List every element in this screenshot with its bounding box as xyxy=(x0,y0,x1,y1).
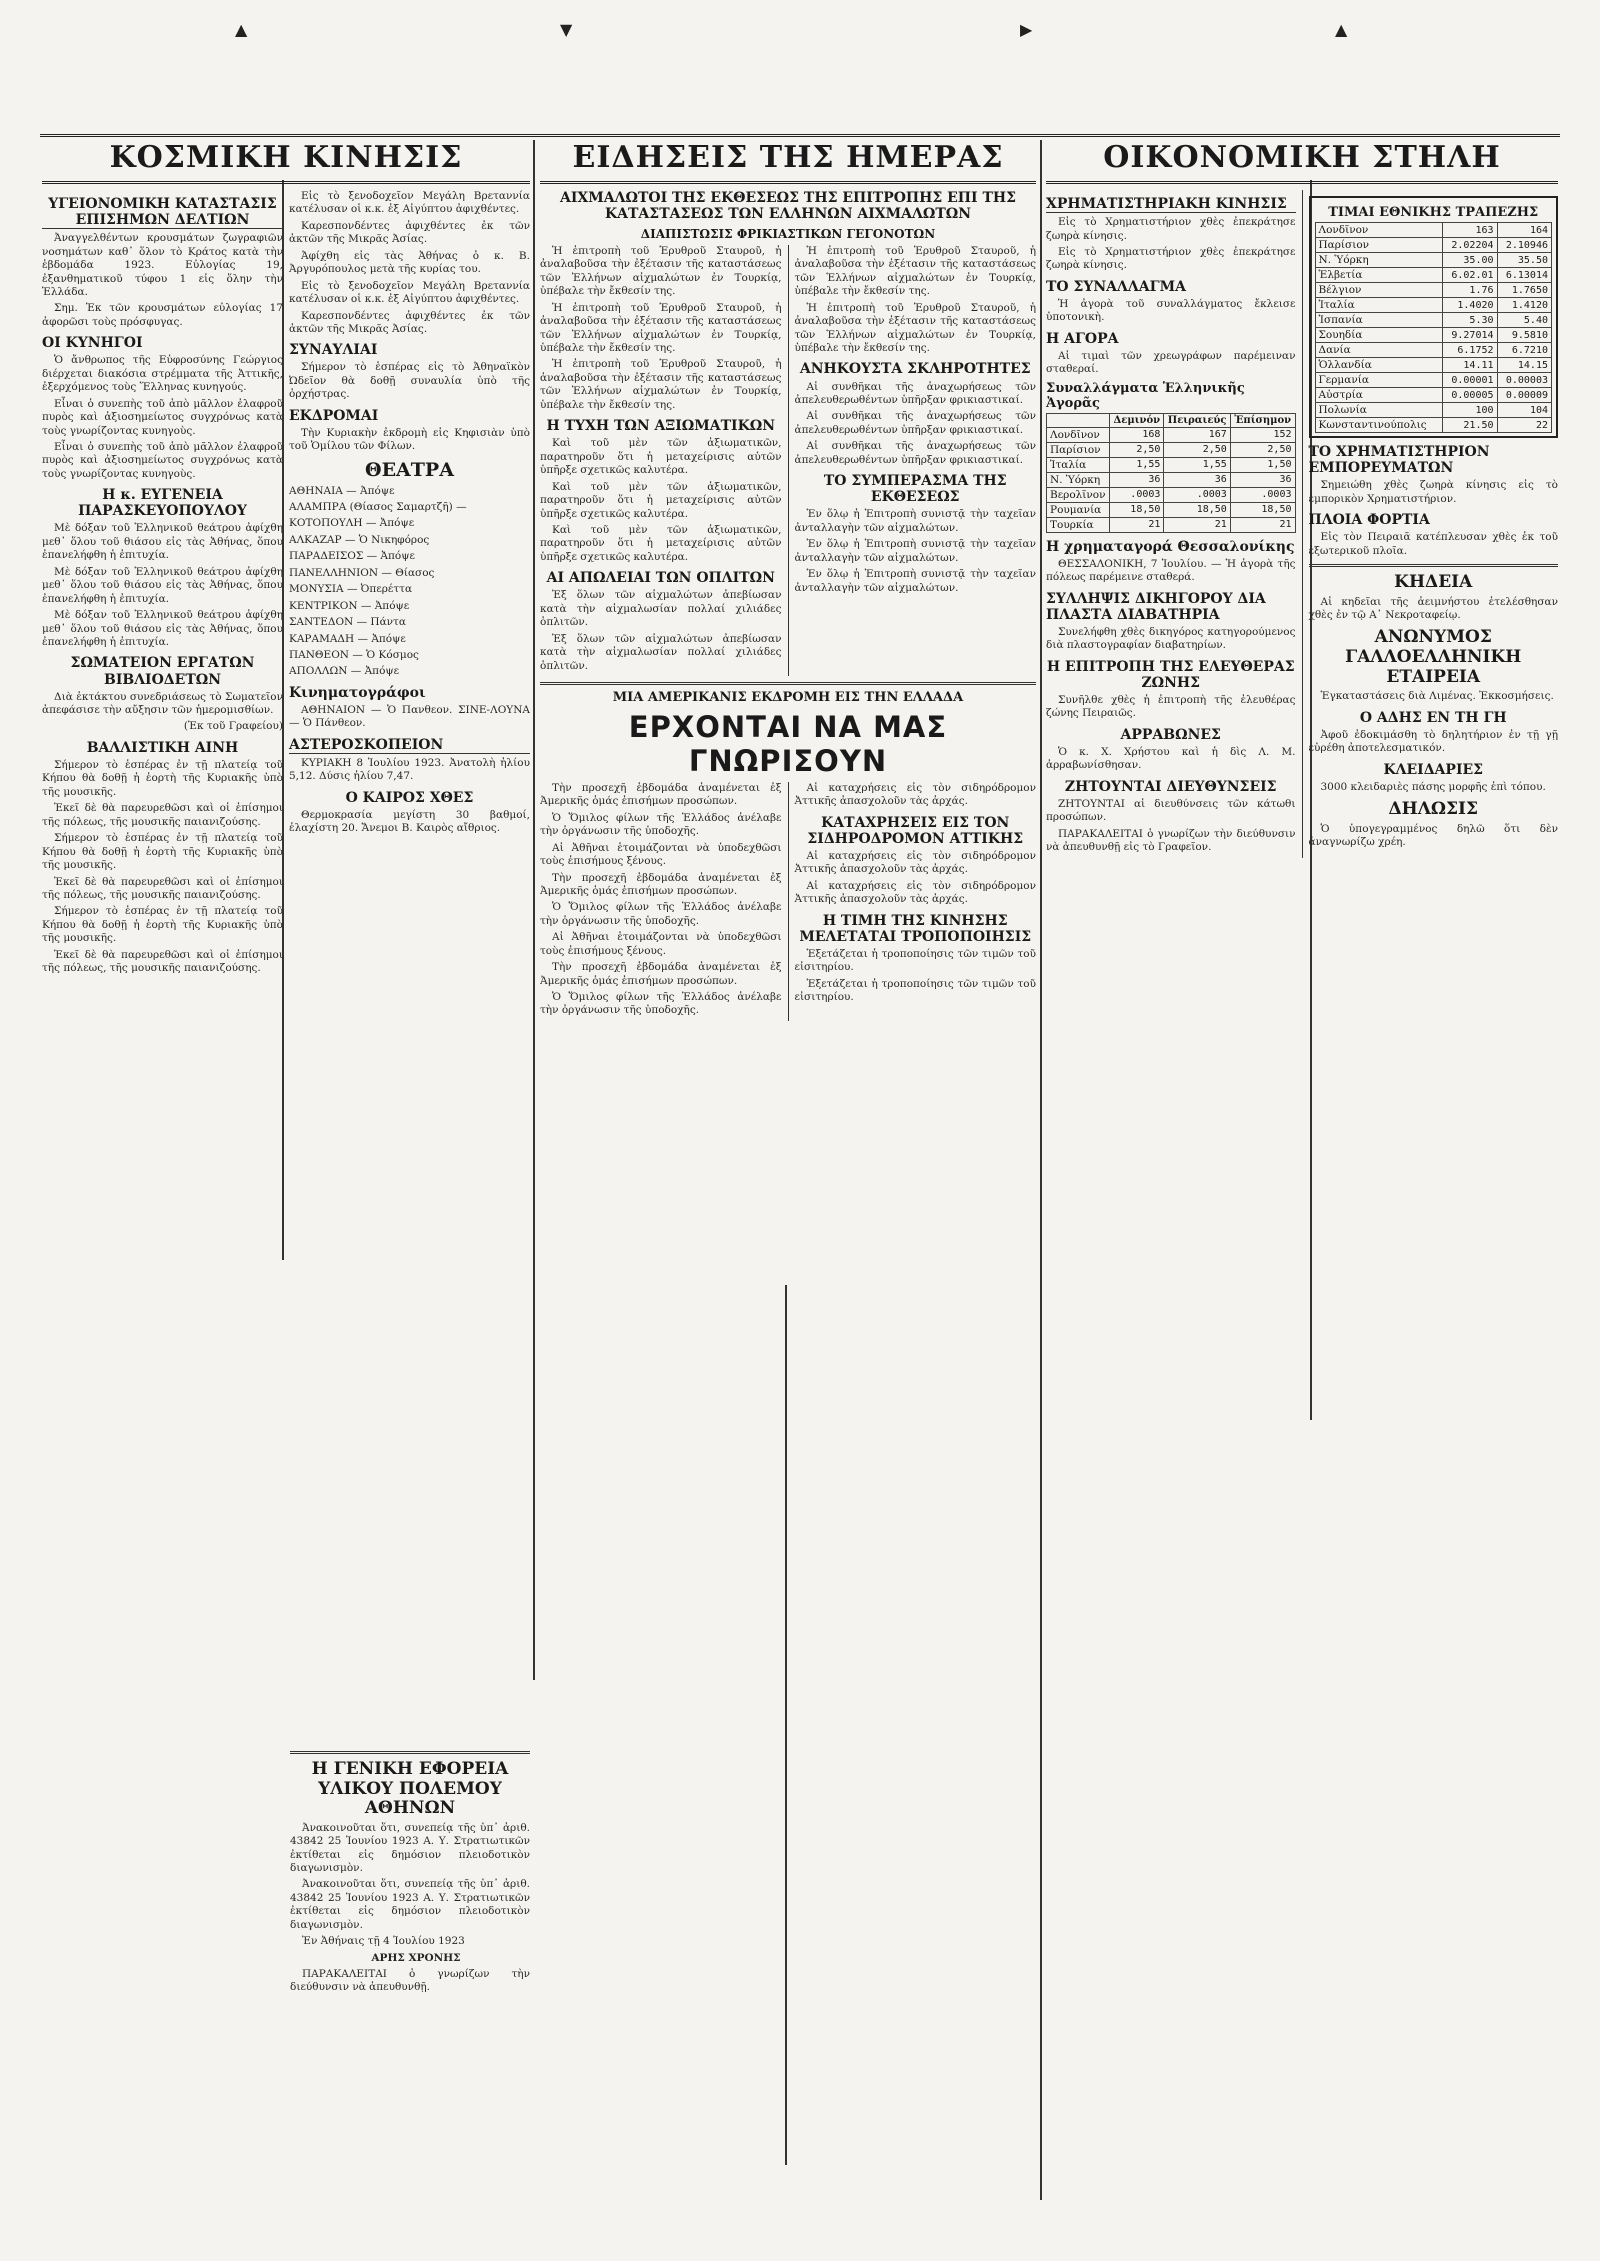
article-text: Σημειώθη χθὲς ζωηρὰ κίνησις εἰς τὸ ἐμπορικὸν Χρηματιστήριον. xyxy=(1308,479,1558,505)
article-text: Τὴν προσεχῆ ἑβδομάδα ἀναμένεται ἐξ Ἀμερικῆς ὁμάς ἐπισήμων προσώπων. xyxy=(540,961,782,987)
headline: ΣΥΝΑΥΛΙΑΙ xyxy=(289,342,378,359)
headline: ΑΙ ΑΠΩΛΕΙΑΙ ΤΩΝ ΟΠΛΙΤΩΝ xyxy=(546,570,775,587)
table-cell: Ἰσπανία xyxy=(1315,313,1443,328)
table-cell: 6.13014 xyxy=(1497,268,1551,283)
table-cell: 18,50 xyxy=(1164,502,1230,517)
table-cell: 14.15 xyxy=(1497,358,1551,373)
table-cell: 9.5810 xyxy=(1497,328,1551,343)
theatre-item: ΚΟΤΟΠΟΥΛΗ — Ἀπόψε xyxy=(289,517,415,530)
theatre-list xyxy=(289,485,530,679)
article-text: Ἡ ἐπιτροπὴ τοῦ Ἐρυθροῦ Σταυροῦ, ἡ ἀναλαβοῦσα τὴν ἐξέτασιν τῆς καταστάσεως τῶν Ἑλλήνων αἰχμαλώτων ἐν Τουρκίᾳ, ὑπέβαλε τὴν ἔκθεσίν της. xyxy=(540,358,782,411)
table-cell: Ὁλλανδία xyxy=(1315,358,1443,373)
article-text: Ἐν ὅλῳ ἡ Ἐπιτροπὴ συνιστᾷ τὴν ταχεῖαν ἀνταλλαγὴν τῶν αἰχμαλώτων. xyxy=(794,568,1036,594)
table-cell: 21 xyxy=(1230,517,1295,532)
notice-general-ephoreia xyxy=(290,1745,530,2145)
article-text: Ἐκεῖ δὲ θὰ παρευρεθῶσι καὶ οἱ ἐπίσημοι τῆς πόλεως, τῆς μουσικῆς παιανιζούσης. xyxy=(42,875,283,901)
headline: ΔΗΛΩΣΙΣ xyxy=(1388,799,1479,820)
table-row xyxy=(1315,268,1552,283)
article-text: Σήμερον τὸ ἑσπέρας ἐν τῇ πλατείᾳ τοῦ Κήπου θὰ δοθῇ ἡ ἑορτὴ τῆς Κυριακῆς ὑπὸ τῆς μουσικῆς. xyxy=(42,905,283,945)
table-cell: 2,50 xyxy=(1110,442,1164,457)
article-text: Εἰς τὸ Χρηματιστήριον χθὲς ἐπεκράτησε ζωηρὰ κίνησις. xyxy=(1046,245,1296,272)
article-text: Τὴν προσεχῆ ἑβδομάδα ἀναμένεται ἐξ Ἀμερικῆς ὁμάς ἐπισήμων προσώπων. xyxy=(540,871,782,897)
table-header: Δεμινόν xyxy=(1110,413,1164,427)
table-cell: 6.7210 xyxy=(1497,343,1551,358)
headline: Κινηματογράφοι xyxy=(289,684,426,701)
headline: ΑΝΗΚΟΥΣΤΑ ΣΚΛΗΡΟΤΗΤΕΣ xyxy=(799,361,1031,378)
table-row xyxy=(1047,457,1296,472)
article-text: Σήμερον τὸ ἑσπέρας ἐν τῇ πλατείᾳ τοῦ Κήπου θὰ δοθῇ ἡ ἑορτὴ τῆς Κυριακῆς ὑπὸ τῆς μουσικῆς. xyxy=(42,759,283,798)
article-text: ΚΥΡΙΑΚΗ 8 Ἰουλίου 1923. Ἀνατολὴ ἡλίου 5,12. Δύσις ἡλίου 7,47. xyxy=(289,756,530,783)
article-text: Ὁ Ὅμιλος φίλων τῆς Ἑλλάδος ἀνέλαβε τὴν ὀργάνωσιν τῆς ὑποδοχῆς. xyxy=(540,901,782,927)
table-cell: 1.4120 xyxy=(1497,298,1551,313)
article-text: Τὴν Κυριακὴν ἐκδρομὴ εἰς Κηφισιὰν ὑπὸ τοῦ Ὁμίλου τῶν Φίλων. xyxy=(289,426,530,453)
table-cell: 5.30 xyxy=(1443,313,1497,328)
headline-large: ΕΡΧΟΝΤΑΙ ΝΑ ΜΑΣ ΓΝΩΡΙΣΟΥΝ xyxy=(628,709,948,778)
headline: ΚΛΕΙΔΑΡΙΕΣ xyxy=(1383,761,1484,778)
section-title: ΕΙΔΗΣΕΙΣ ΤΗΣ ΗΜΕΡΑΣ xyxy=(540,138,1036,184)
table-title: Συναλλάγματα Ἑλληνικῆς Ἀγορᾶς xyxy=(1046,380,1245,411)
section-oikonomiki xyxy=(1046,138,1558,2228)
table-cell: 2,50 xyxy=(1230,442,1295,457)
article-text: Αἱ συνθῆκαι τῆς ἀναχωρήσεως τῶν ἀπελευθερωθέντων ὑπῆρξαν φρικιαστικαί. xyxy=(794,380,1036,407)
table-cell: 152 xyxy=(1230,427,1295,442)
theatre-item: ΑΘΗΝΑΙΑ — Ἀπόψε xyxy=(289,484,395,497)
table-cell: 18,50 xyxy=(1110,502,1164,517)
table-cell: .0003 xyxy=(1110,487,1164,502)
section-kosmiki xyxy=(42,138,530,1228)
headline: ΧΡΗΜΑΤΙΣΤΗΡΙΑΚΗ ΚΙΝΗΣΙΣ xyxy=(1046,196,1296,213)
table-row xyxy=(1315,283,1552,298)
headline: Η χρηματαγορά Θεσσαλονίκης xyxy=(1046,538,1295,555)
article-text: Αἱ συνθῆκαι τῆς ἀναχωρήσεως τῶν ἀπελευθερωθέντων ὑπῆρξαν φρικιαστικαί. xyxy=(794,440,1036,466)
article-text: Εἰς τὸν Πειραιᾶ κατέπλευσαν χθὲς ἐκ τοῦ ἐξωτερικοῦ πλοῖα. xyxy=(1308,531,1558,557)
table-row xyxy=(1315,298,1552,313)
table-cell: Ἰταλία xyxy=(1047,457,1110,472)
table-header: Ἐπίσημον xyxy=(1230,413,1295,427)
table-cell: 2.10946 xyxy=(1497,238,1551,253)
article-text: ΠΑΡΑΚΑΛΕΙΤΑΙ ὁ γνωρίζων τὴν διεύθυνσιν νὰ ἀπευθυνθῇ. xyxy=(290,1968,530,1994)
headline: ΟΙ ΚΥΝΗΓΟΙ xyxy=(42,335,143,352)
table-cell: 36 xyxy=(1110,472,1164,487)
headline: ΘΕΑΤΡΑ xyxy=(365,458,454,481)
table-cell: 22 xyxy=(1497,418,1551,433)
article-text: Καὶ τοῦ μὲν τῶν ἀξιωματικῶν, παρατηροῦν ὅτι ἡ μεταχείρισις αὐτῶν ὑπῆρξε σχετικῶς καλυτέρα. xyxy=(540,523,782,563)
article-text: Ἐν ὅλῳ ἡ Ἐπιτροπὴ συνιστᾷ τὴν ταχεῖαν ἀνταλλαγὴν τῶν αἰχμαλώτων. xyxy=(794,538,1036,564)
headline: ΣΥΛΛΗΨΙΣ ΔΙΚΗΓΟΡΟΥ ΔΙΑ ΠΛΑΣΤΑ ΔΙΑΒΑΤΗΡΙΑ xyxy=(1046,590,1266,623)
section-title: ΟΙΚΟΝΟΜΙΚΗ ΣΤΗΛΗ xyxy=(1046,138,1558,184)
article-text: Ἐκεῖ δὲ θὰ παρευρεθῶσι καὶ οἱ ἐπίσημοι τῆς πόλεως, τῆς μουσικῆς παιανιζούσης. xyxy=(42,948,283,975)
table-cell: 0.00003 xyxy=(1497,373,1551,388)
table-cell: 6.02.01 xyxy=(1443,268,1497,283)
headline: ΑΡΡΑΒΩΝΕΣ xyxy=(1120,726,1221,743)
article-text: Αἱ Ἀθῆναι ἑτοιμάζονται νὰ ὑποδεχθῶσι τοὺς ἐπισήμους ξένους. xyxy=(540,841,782,868)
table-cell: 35.50 xyxy=(1497,253,1551,268)
article-text: Ἀνακοινοῦται ὅτι, συνεπείᾳ τῆς ὑπ᾽ ἀριθ. 43842 25 Ἰουνίου 1923 Α. Υ. Στρατιωτικῶν ἐκτίθεται εἰς δημόσιον πλειοδοτικὸν διαγωνισμὸν. xyxy=(290,1821,530,1874)
table-cell: 1,55 xyxy=(1164,457,1230,472)
table-cell: 2.02204 xyxy=(1443,238,1497,253)
table-row xyxy=(1047,502,1296,517)
rates-table xyxy=(1315,222,1553,433)
article-text: Ἡ ἐπιτροπὴ τοῦ Ἐρυθροῦ Σταυροῦ, ἡ ἀναλαβοῦσα τὴν ἐξέτασιν τῆς καταστάσεως τῶν Ἑλλήνων αἰχμαλώτων ἐν Τουρκίᾳ, ὑπέβαλε τὴν ἔκθεσίν της. xyxy=(540,244,782,298)
article-text: 3000 κλειδαριὲς πάσης μορφῆς ἐπὶ τόπου. xyxy=(1320,780,1546,793)
article-text: ΑΘΗΝΑΙΟΝ — Ὁ Πανθεον. ΣΙΝΕ-ΛΟΥΝΑ — Ὁ Πάνθεον. xyxy=(289,703,530,730)
theatre-item: ΜΟΝΥΣΙΑ — Ὀπερέττα xyxy=(289,583,413,596)
theatre-item: ΠΑΡΑΔΕΙΣΟΣ — Ἀπόψε xyxy=(289,550,415,563)
article-text: Μὲ δόξαν τοῦ Ἑλληνικοῦ θεάτρου ἀφίχθη μεθ᾽ ὅλου τοῦ θιάσου εἰς τὰς Ἀθήνας, ὅπου ἐπανελήφθη ἡ ἐπιτυχία. xyxy=(42,522,283,562)
headline: ΚΗΔΕΙΑ xyxy=(1394,572,1473,593)
table-row xyxy=(1047,472,1296,487)
table-cell: Ν. Ὑόρκη xyxy=(1047,472,1110,487)
article-text: Ἐξετάζεται ἡ τροποποίησις τῶν τιμῶν τοῦ εἰσιτηρίου. xyxy=(794,947,1036,974)
article-text: Αἱ καταχρήσεις εἰς τὸν σιδηρόδρομον Ἀττικῆς ἀπασχολοῦν τὰς ἀρχάς. xyxy=(794,849,1036,876)
table-cell: Βερολῖνον xyxy=(1047,487,1110,502)
article-text: Τὴν προσεχῆ ἑβδομάδα ἀναμένεται ἐξ Ἀμερικῆς ὁμάς ἐπισήμων προσώπων. xyxy=(540,781,782,808)
headline: ΑΙΧΜΑΛΩΤΟΙ ΤΗΣ ΕΚΘΕΣΕΩΣ ΤΗΣ ΕΠΙΤΡΟΠΗΣ ΕΠΙ ΤΗΣ ΚΑΤΑΣΤΑΣΕΩΣ ΤΩΝ ΕΛΛΗΝΩΝ ΑΙΧΜΑΛΩΤΩΝ xyxy=(560,190,1016,223)
table-row xyxy=(1315,253,1552,268)
headline: Η ΤΙΜΗ ΤΗΣ ΚΙΝΗΣΗΣ ΜΕΛΕΤΑΤΑΙ ΤΡΟΠΟΠΟΙΗΣΙΣ xyxy=(799,912,1032,945)
article-text: Ἐν Ἀθήναις τῇ 4 Ἰουλίου 1923 xyxy=(302,1935,465,1948)
table-cell: 0.00001 xyxy=(1443,373,1497,388)
article-text: Ἡ ἐπιτροπὴ τοῦ Ἐρυθροῦ Σταυροῦ, ἡ ἀναλαβοῦσα τὴν ἐξέτασιν τῆς καταστάσεως τῶν Ἑλλήνων αἰχμαλώτων ἐν Τουρκίᾳ, ὑπέβαλε τὴν ἔκθεσίν της. xyxy=(794,301,1036,355)
article-text: Ἀφοῦ ἐδοκιμάσθη τὸ δηλητήριον ἐν τῇ γῇ εὑρέθη ἀποτελεσματικόν. xyxy=(1308,728,1558,755)
headline: Η ΕΠΙΤΡΟΠΗ ΤΗΣ ΕΛΕΥΘΕΡΑΣ ΖΩΝΗΣ xyxy=(1046,658,1295,691)
headline: Η κ. ΕΥΓΕΝΕΙΑ ΠΑΡΑΣΚΕΥΟΠΟΥΛΟΥ xyxy=(78,487,247,520)
headline: ΣΩΜΑΤΕΙΟΝ ΕΡΓΑΤΩΝ ΒΙΒΛΙΟΔΕΤΩΝ xyxy=(70,655,255,688)
article-text: Καὶ τοῦ μὲν τῶν ἀξιωματικῶν, παρατηροῦν ὅτι ἡ μεταχείρισις αὐτῶν ὑπῆρξε σχετικῶς καλυτέρα. xyxy=(540,480,782,520)
table-row xyxy=(1315,223,1552,238)
headline: ΔΙΑΠΙΣΤΩΣΙΣ ΦΡΙΚΙΑΣΤΙΚΩΝ ΓΕΓΟΝΟΤΩΝ xyxy=(640,227,936,242)
table-cell: Δανία xyxy=(1315,343,1443,358)
table-cell: 36 xyxy=(1164,472,1230,487)
table-cell: 0.00005 xyxy=(1443,388,1497,403)
headline: ΑΝΩΝΥΜΟΣ ΓΑΛΛΟΕΛΛΗΝΙΚΗ ΕΤΑΙΡΕΙΑ xyxy=(1345,627,1522,687)
theatre-item: ΣΑΝΤΕΔΟΝ — Πάντα xyxy=(289,616,406,629)
table-cell: 1.76 xyxy=(1443,283,1497,298)
theatre-item: ΚΑΡΑΜΑΔΗ — Ἀπόψε xyxy=(289,632,406,645)
article-text: Σήμερον τὸ ἑσπέρας ἐν τῇ πλατείᾳ τοῦ Κήπου θὰ δοθῇ ἡ ἑορτὴ τῆς Κυριακῆς ὑπὸ τῆς μουσικῆς. xyxy=(42,832,283,872)
table-cell: Βέλγιον xyxy=(1315,283,1443,298)
col2 xyxy=(289,190,530,979)
table-cell: Κωνσταντινούπολις xyxy=(1315,418,1443,433)
article-text: Αἱ κηδεῖαι τῆς ἀειμνήστου ἐτελέσθησαν χθὲς ἐν τῷ Α᾽ Νεκροταφείῳ. xyxy=(1308,595,1558,622)
table-cell: Αὐστρία xyxy=(1315,388,1443,403)
table-cell: 6.1752 xyxy=(1443,343,1497,358)
table-cell: 21 xyxy=(1164,517,1230,532)
headline: ΠΛΟΙΑ ΦΟΡΤΙΑ xyxy=(1308,512,1430,529)
article-text: Εἰς τὸ ξενοδοχεῖον Μεγάλη Βρεταννία κατέλυσαν οἱ κ.κ. ἐξ Αἰγύπτου ἀφιχθέντες. xyxy=(289,279,530,306)
table-cell: .0003 xyxy=(1230,487,1295,502)
article-text: Συνῆλθε χθὲς ἡ ἐπιτροπὴ τῆς ἐλευθέρας ζώνης Πειραιῶς. xyxy=(1046,694,1296,720)
theatre-item: ΑΠΟΛΛΩΝ — Ἀπόψε xyxy=(289,665,400,678)
article-text: (Ἐκ τοῦ Γραφείου) xyxy=(183,720,283,733)
article-text: Εἰς τὸ ξενοδοχεῖον Μεγάλη Βρεταννία κατέλυσαν οἱ κ.κ. ἐξ Αἰγύπτου ἀφιχθέντες. xyxy=(289,190,530,216)
article-text: Καρεσπονδέντες ἀφιχθέντες ἐκ τῶν ἀκτῶν τῆς Μικρᾶς Ἀσίας. xyxy=(289,219,530,246)
headline: Ο ΚΑΙΡΟΣ ΧΘΕΣ xyxy=(345,789,474,806)
article-text: ΖΗΤΟΥΝΤΑΙ αἱ διευθύνσεις τῶν κάτωθι προσώπων. xyxy=(1046,797,1296,824)
table-cell: Σουηδία xyxy=(1315,328,1443,343)
article-text: Σημ. Ἐκ τῶν κρουσμάτων εὐλογίας 17 ἀφορῶσι τοὺς πρόσφυγας. xyxy=(42,302,283,328)
article-text: Αἱ Ἀθῆναι ἑτοιμάζονται νὰ ὑποδεχθῶσι τοὺς ἐπισήμους ξένους. xyxy=(540,931,782,957)
table-row xyxy=(1315,403,1552,418)
registration-mark: ▲ xyxy=(1335,20,1348,39)
rates-box xyxy=(1309,196,1559,438)
table-cell: 1.7650 xyxy=(1497,283,1551,298)
table-row xyxy=(1315,343,1552,358)
table-cell: 1.4020 xyxy=(1443,298,1497,313)
headline: ΒΑΛΛΙΣΤΙΚΗ ΑΙΝΗ xyxy=(86,739,239,756)
article-text: Ἐξ ὅλων τῶν αἰχμαλώτων ἀπεβίωσαν κατὰ τὴν αἰχμαλωσίαν πολλαί χιλιάδες ὁπλιτῶν. xyxy=(540,589,782,629)
table-cell: 21 xyxy=(1110,517,1164,532)
article-text: Ἀναγγελθέντων κρουσμάτων ζωγραφιῶν νοσημάτων καθ᾽ ὅλον τὸ Κράτος κατὰ τὴν ἑβδομάδα 1923. Εὐλογίας 19, ἐξανθηματικοῦ τύφου 1 εἰς ὅλην τὴν Ἑλλάδα. xyxy=(42,232,283,298)
table-row xyxy=(1047,427,1296,442)
headline: ΤΟ ΣΥΝΑΛΛΑΓΜΑ xyxy=(1046,278,1186,295)
table-row xyxy=(1047,442,1296,457)
table-cell: 1,50 xyxy=(1230,457,1295,472)
article-text: Αἱ καταχρήσεις εἰς τὸν σιδηρόδρομον Ἀττικῆς ἀπασχολοῦν τὰς ἀρχάς. xyxy=(794,781,1036,808)
table-row xyxy=(1315,388,1552,403)
article-text: Ἐγκαταστάσεις διὰ Λιμένας. Ἐκκοσμήσεις. xyxy=(1320,690,1554,703)
article-text: Θερμοκρασία μεγίστη 30 βαθμοί, ἐλαχίστη 20. Ἄνεμοι Β. Καιρὸς αἴθριος. xyxy=(289,808,530,835)
table-cell: Ἑλβετία xyxy=(1315,268,1443,283)
table-cell: Πολωνία xyxy=(1315,403,1443,418)
headline: ΚΑΤΑΧΡΗΣΕΙΣ ΕΙΣ ΤΟΝ ΣΙΔΗΡΟΔΡΟΜΟΝ ΑΤΤΙΚΗΣ xyxy=(807,814,1024,847)
theatre-item: ΚΕΝΤΡΙΚΟΝ — Ἀπόψε xyxy=(289,599,410,612)
table-cell: Τουρκία xyxy=(1047,517,1110,532)
registration-mark: ▼ xyxy=(560,20,573,39)
article-text: Μὲ δόξαν τοῦ Ἑλληνικοῦ θεάτρου ἀφίχθη μεθ᾽ ὅλου τοῦ θιάσου εἰς τὰς Ἀθήνας, ὅπου ἐπανελήφθη ἡ ἐπιτυχία. xyxy=(42,565,283,605)
article-text: Ὁ Ὅμιλος φίλων τῆς Ἑλλάδος ἀνέλαβε τὴν ὀργάνωσιν τῆς ὑποδοχῆς. xyxy=(540,991,782,1017)
signature: ΑΡΗΣ ΧΡΟΝΗΣ xyxy=(371,1951,461,1964)
theatre-item: ΠΑΝΘΕΟΝ — Ὁ Κόσμος xyxy=(289,648,419,661)
article-text: Εἶναι ὁ συνεπὴς τοῦ ἁπὸ μᾶλλον ἐλαφροῦ πυρὸς καὶ ἀξιοσημείωτος συγχρόνως κατὰ τοὺς γνωρίζοντας κυνηγοὺς. xyxy=(42,440,283,480)
registration-mark: ▲ xyxy=(235,20,248,39)
table-cell: Ρουμανία xyxy=(1047,502,1110,517)
article-text: Αἱ συνθῆκαι τῆς ἀναχωρήσεως τῶν ἀπελευθερωθέντων ὑπῆρξαν φρικιαστικαί. xyxy=(794,410,1036,436)
section-title: ΚΟΣΜΙΚΗ ΚΙΝΗΣΙΣ xyxy=(42,138,530,184)
article-text: Ἀφίχθη εἰς τὰς Ἀθήνας ὁ κ. Β. Ἀργυρόπουλος μετὰ τῆς κυρίας του. xyxy=(289,249,530,276)
article-text: Ὁ ἄνθρωπος τῆς Εὐφροσύνης Γεώργιος διέρχεται διακόσια στρέμματα τῆς Ἀττικῆς, ἐξερχόμενος τοὺς Ἕλληνας κυνηγούς. xyxy=(42,354,283,394)
masthead-strip xyxy=(40,108,1560,137)
headline: ΥΓΕΙΟΝΟΜΙΚΗ ΚΑΤΑΣΤΑΣΙΣ ΕΠΙΣΗΜΩΝ ΔΕΛΤΙΩΝ xyxy=(42,196,283,229)
article-text: Εἰς τὸ Χρηματιστήριον χθὲς ἐπεκράτησε ζωηρὰ κίνησις. xyxy=(1046,216,1296,242)
table-cell: 168 xyxy=(1110,427,1164,442)
table-row xyxy=(1315,328,1552,343)
theatre-item: ΑΛΑΜΠΡΑ (Θίασος Σαμαρτζῆ) — xyxy=(289,501,467,514)
table-row xyxy=(1315,358,1552,373)
headline: ΜΙΑ ΑΜΕΡΙΚΑΝΙΣ ΕΚΔΡΟΜΗ ΕΙΣ ΤΗΝ ΕΛΛΑΔΑ xyxy=(612,689,964,705)
theatre-item: ΠΑΝΕΛΛΗΝΙΟΝ — Θίασος xyxy=(289,566,435,579)
table-row xyxy=(1315,418,1552,433)
table-cell: 35.00 xyxy=(1443,253,1497,268)
table-cell: 0.00009 xyxy=(1497,388,1551,403)
table-header: Πειραιεύς xyxy=(1164,413,1230,427)
headline: Η ΓΕΝΙΚΗ ΕΦΟΡΕΙΑ ΥΛΙΚΟΥ ΠΟΛΕΜΟΥ ΑΘΗΝΩΝ xyxy=(311,1759,509,1819)
table-cell: Λονδῖνον xyxy=(1315,223,1443,238)
theatre-item: ΑΛΚΑΖΑΡ — Ὁ Νικηφόρος xyxy=(289,533,430,546)
headline: Ο ΑΔΗΣ ΕΝ ΤΗ ΓΗ xyxy=(1359,709,1507,726)
table-title: ΤΙΜΑΙ ΕΘΝΙΚΗΣ ΤΡΑΠΕΖΗΣ xyxy=(1328,205,1539,220)
registration-mark: ▶ xyxy=(1020,20,1033,39)
article-text: ΘΕΣΣΑΛΟΝΙΚΗ, 7 Ἰουλίου. — Ἡ ἀγορὰ τῆς πόλεως παρέμεινε σταθερά. xyxy=(1046,557,1296,584)
article-text: Ἀνακοινοῦται ὅτι, συνεπείᾳ τῆς ὑπ᾽ ἀριθ. 43842 25 Ἰουνίου 1923 Α. Υ. Στρατιωτικῶν ἐκτίθεται εἰς δημόσιον πλειοδοτικὸν διαγωνισμὸν. xyxy=(290,1878,530,1931)
table-cell: Ἰταλία xyxy=(1315,298,1443,313)
table-cell: 163 xyxy=(1443,223,1497,238)
article-text: Ἐν ὅλῳ ἡ Ἐπιτροπὴ συνιστᾷ τὴν ταχεῖαν ἀνταλλαγὴν τῶν αἰχμαλώτων. xyxy=(794,508,1036,534)
table-row xyxy=(1315,373,1552,388)
article-text: Ἡ ἀγορὰ τοῦ συναλλάγματος ἔκλεισε ὑποτονικὴ. xyxy=(1046,297,1296,324)
table-cell: 100 xyxy=(1443,403,1497,418)
table-cell: Γερμανία xyxy=(1315,373,1443,388)
table-cell: 36 xyxy=(1230,472,1295,487)
table-cell: Παρίσιον xyxy=(1047,442,1110,457)
table-cell: 21.50 xyxy=(1443,418,1497,433)
headline: ΕΚΔΡΟΜΑΙ xyxy=(289,407,379,424)
headline: ΤΟ ΧΡΗΜΑΤΙΣΤΗΡΙΟΝ ΕΜΠΟΡΕΥΜΑΤΩΝ xyxy=(1308,444,1490,477)
section-eidiseis xyxy=(540,138,1036,2228)
col1 xyxy=(42,190,283,979)
table-row xyxy=(1315,313,1552,328)
table-cell: 9.27014 xyxy=(1443,328,1497,343)
headline: Η ΤΥΧΗ ΤΩΝ ΑΞΙΩΜΑΤΙΚΩΝ xyxy=(546,418,775,435)
table-cell: 164 xyxy=(1497,223,1551,238)
table-cell: Παρίσιον xyxy=(1315,238,1443,253)
table-row xyxy=(1047,487,1296,502)
table-cell: .0003 xyxy=(1164,487,1230,502)
table-cell: 1,55 xyxy=(1110,457,1164,472)
article-text: Ἐξ ὅλων τῶν αἰχμαλώτων ἀπεβίωσαν κατὰ τὴν αἰχμαλωσίαν πολλαί χιλιάδες ὁπλιτῶν. xyxy=(540,632,782,672)
article-text: Καρεσπονδέντες ἀφιχθέντες ἐκ τῶν ἀκτῶν τῆς Μικρᾶς Ἀσίας. xyxy=(289,309,530,335)
article-text: Διὰ ἐκτάκτου συνεδριάσεως τὸ Σωματεῖον ἀπεφάσισε τὴν αὔξησιν τῶν ἡμερομισθίων. xyxy=(42,690,283,717)
table-cell: 18,50 xyxy=(1230,502,1295,517)
article-text: Σήμερον τὸ ἑσπέρας εἰς τὸ Ἀθηναϊκὸν Ὠδεῖον θὰ δοθῇ συναυλία ὑπὸ τῆς ὀρχήστρας. xyxy=(289,361,530,401)
article-text: Ἐκεῖ δὲ θὰ παρευρεθῶσι καὶ οἱ ἐπίσημοι τῆς πόλεως, τῆς μουσικῆς παιανιζούσης. xyxy=(42,802,283,828)
article-text: Ὁ Ὅμιλος φίλων τῆς Ἑλλάδος ἀνέλαβε τὴν ὀργάνωσιν τῆς ὑποδοχῆς. xyxy=(540,811,782,838)
article-text: Ἡ ἐπιτροπὴ τοῦ Ἐρυθροῦ Σταυροῦ, ἡ ἀναλαβοῦσα τὴν ἐξέτασιν τῆς καταστάσεως τῶν Ἑλλήνων αἰχμαλώτων ἐν Τουρκίᾳ, ὑπέβαλε τὴν ἔκθεσίν της. xyxy=(794,244,1036,298)
table-cell: 2,50 xyxy=(1164,442,1230,457)
headline: ΖΗΤΟΥΝΤΑΙ ΔΙΕΥΘΥΝΣΕΙΣ xyxy=(1064,778,1277,795)
article-text: Αἱ καταχρήσεις εἰς τὸν σιδηρόδρομον Ἀττικῆς ἀπασχολοῦν τὰς ἀρχάς. xyxy=(794,879,1036,906)
table-cell: 167 xyxy=(1164,427,1230,442)
article-text: Εἶναι ὁ συνεπὴς τοῦ ἁπὸ μᾶλλον ἐλαφροῦ πυρὸς καὶ ἀξιοσημείωτος συγχρόνως κατὰ τοὺς γνωρίζοντας κυνηγοὺς. xyxy=(42,397,283,437)
table-cell: 104 xyxy=(1497,403,1551,418)
article-text: Ὁ κ. Χ. Χρήστου καὶ ἡ δὶς Λ. Μ. ἀρραβωνίσθησαν. xyxy=(1046,745,1296,772)
headline: ΑΣΤΕΡΟΣΚΟΠΕΙΟΝ xyxy=(289,737,530,754)
table-cell: 5.40 xyxy=(1497,313,1551,328)
table-row xyxy=(1315,238,1552,253)
table-row xyxy=(1047,517,1296,532)
table-header xyxy=(1047,413,1110,427)
article-text: Μὲ δόξαν τοῦ Ἑλληνικοῦ θεάτρου ἀφίχθη μεθ᾽ ὅλου τοῦ θιάσου εἰς τὰς Ἀθήνας, ὅπου ἐπανελήφθη ἡ ἐπιτυχία. xyxy=(42,609,283,648)
exchange-table xyxy=(1046,413,1296,533)
article-text: Ἐξετάζεται ἡ τροποποίησις τῶν τιμῶν τοῦ εἰσιτηρίου. xyxy=(794,977,1036,1004)
article-text: Ἡ ἐπιτροπὴ τοῦ Ἐρυθροῦ Σταυροῦ, ἡ ἀναλαβοῦσα τὴν ἐξέτασιν τῆς καταστάσεως τῶν Ἑλλήνων αἰχμαλώτων ἐν Τουρκίᾳ, ὑπέβαλε τὴν ἔκθεσίν της. xyxy=(540,301,782,355)
table-cell: Λονδῖνον xyxy=(1047,427,1110,442)
article-text: ΠΑΡΑΚΑΛΕΙΤΑΙ ὁ γνωρίζων τὴν διεύθυνσιν νὰ ἀπευθυνθῇ εἰς τὸ Γραφεῖον. xyxy=(1046,827,1296,854)
article-text: Αἱ τιμαὶ τῶν χρεωγράφων παρέμειναν σταθεραί. xyxy=(1046,349,1296,376)
table-cell: Ν. Ὑόρκη xyxy=(1315,253,1443,268)
article-text: Καὶ τοῦ μὲν τῶν ἀξιωματικῶν, παρατηροῦν ὅτι ἡ μεταχείρισις αὐτῶν ὑπῆρξε σχετικῶς καλυτέρα. xyxy=(540,437,782,477)
headline: ΤΟ ΣΥΜΠΕΡΑΣΜΑ ΤΗΣ ΕΚΘΕΣΕΩΣ xyxy=(823,473,1007,506)
table-cell: 14.11 xyxy=(1443,358,1497,373)
headline: Η ΑΓΟΡΑ xyxy=(1046,330,1119,347)
article-text: Ὁ ὑπογεγραμμένος δηλῶ ὅτι δὲν ἀναγνωρίζω χρέη. xyxy=(1308,822,1558,849)
article-text: Συνελήφθη χθὲς δικηγόρος κατηγορούμενος διὰ πλαστογραφίαν διαβατηρίων. xyxy=(1046,625,1296,652)
